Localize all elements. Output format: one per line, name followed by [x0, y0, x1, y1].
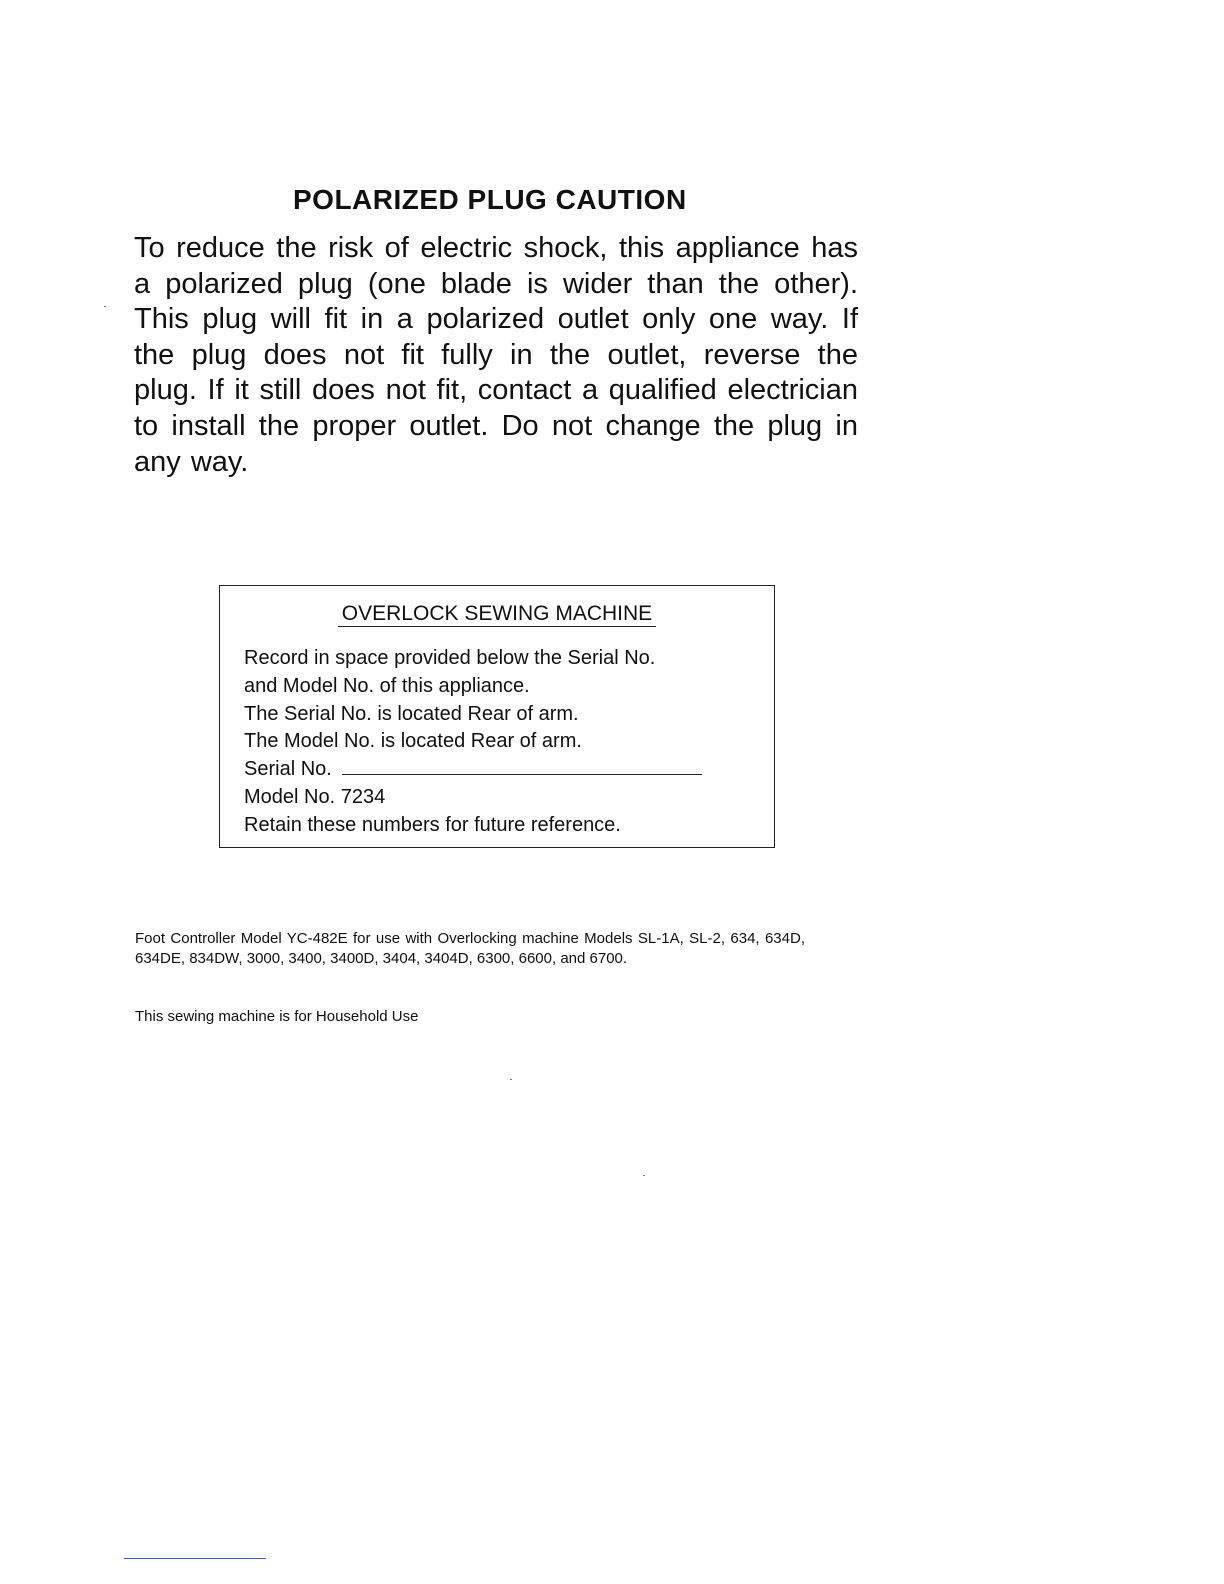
scan-speck	[510, 1079, 512, 1080]
foot-controller-note: Foot Controller Model YC-482E for use with Overlocking machine Models SL-1A, SL-2, 634, 634D, 634DE, 834DW, 3000, 3400, 3400D, 3404, 3404D, 6300, 6600, and 6700.	[135, 930, 805, 967]
household-use-note: This sewing machine is for Household Use	[135, 1008, 419, 1025]
record-box-lines	[244, 645, 754, 840]
model-number-line: Model No. 7234	[244, 785, 386, 808]
record-line: The Model No. is located Rear of arm.	[244, 730, 582, 753]
record-box	[219, 585, 775, 848]
retain-line: Retain these numbers for future reference.	[244, 813, 621, 836]
record-line: Record in space provided below the Serial No.	[244, 647, 656, 669]
serial-number-row	[244, 756, 754, 784]
record-line: and Model No. of this appliance.	[244, 674, 530, 697]
bottom-rule	[124, 1558, 266, 1559]
serial-number-blank	[342, 760, 702, 775]
record-box-title	[220, 602, 774, 626]
scan-speck	[643, 1175, 645, 1176]
scan-speck	[104, 306, 106, 307]
caution-title: POLARIZED PLUG CAUTION	[293, 184, 687, 215]
record-box-title-text: OVERLOCK SEWING MACHINE	[338, 602, 656, 627]
caution-body: To reduce the risk of electric shock, this appliance has a polarized plug (one blade is wider than the other). This plug will fit in a polarized outlet only one way. If the plug does not fit fully in the outlet, reverse the plug. If it still does not fit, contact a qualified electrician to install the proper outlet. Do not change the plug in any way.	[134, 232, 858, 478]
record-line: The Serial No. is located Rear of arm.	[244, 702, 579, 725]
serial-number-label: Serial No.	[244, 758, 332, 781]
